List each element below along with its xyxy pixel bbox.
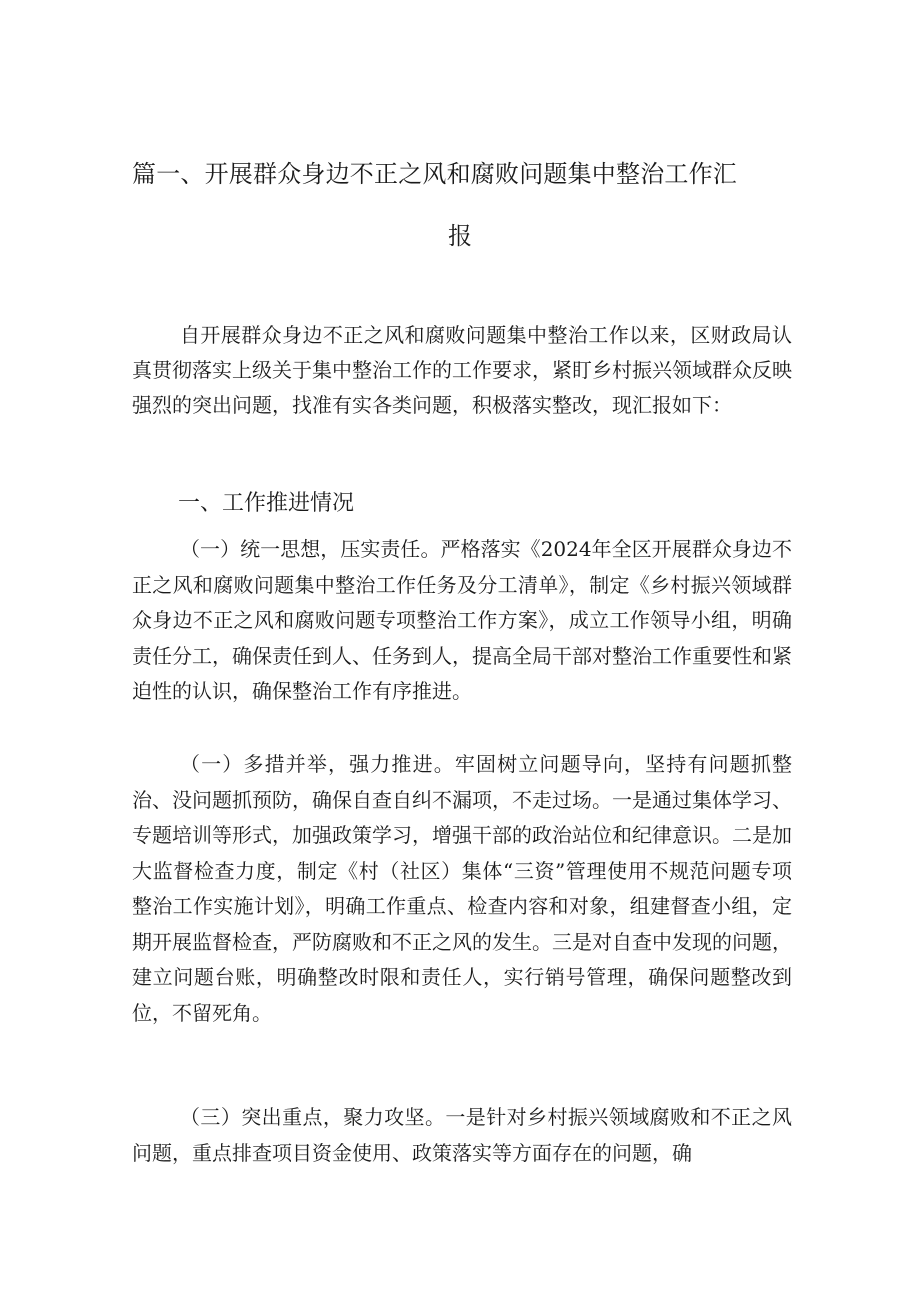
document-title-line-2: 报 xyxy=(448,222,473,250)
paragraph-1: （一）统一思想，压实责任。严格落实《2024年全区开展群众身边不正之风和腐败问题集中整治工作任务及分工清单》，制定《乡村振兴领域群众身边不正之风和腐败问题专项整治工作方案》，成立工作领导小组，明确责任分工，确保责任到人、任务到人，提高全局干部对整治工作重要性和紧迫性的认识，确保整治工作有序推进。 xyxy=(132,537,792,703)
paragraph-2: （一）多措并举，强力推进。牢固树立问题导向，坚持有问题抓整治、没问题抓预防，确保自查自纠不漏项，不走过场。一是通过集体学习、专题培训等形式，加强政策学习，增强干部的政治站位和纪律意识。二是加大监督检查力度，制定《村（社区）集体“三资”管理使用不规范问题专项整治工作实施计划》，明确工作重点、检查内容和对象，组建督查小组，定期开展监督检查，严防腐败和不正之风的发生。三是对自查中发现的问题，建立问题台账，明确整改时限和责任人，实行销号管理，确保问题整改到位，不留死角。 xyxy=(132,752,792,1025)
intro-paragraph: 自开展群众身边不正之风和腐败问题集中整治工作以来，区财政局认真贯彻落实上级关于集中整治工作的工作要求，紧盯乡村振兴领域群众反映强烈的突出问题，找准有实各类问题，积极落实整改，现汇报如下： xyxy=(132,323,792,417)
paragraph-3: （三）突出重点，聚力攻坚。一是针对乡村振兴领域腐败和不正之风问题，重点排查项目资金使用、政策落实等方面存在的问题，确 xyxy=(132,1105,792,1165)
section-heading: 一、工作推进情况 xyxy=(178,491,355,516)
document-title-line-1: 篇一、开展群众身边不正之风和腐败问题集中整治工作汇 xyxy=(132,160,737,188)
